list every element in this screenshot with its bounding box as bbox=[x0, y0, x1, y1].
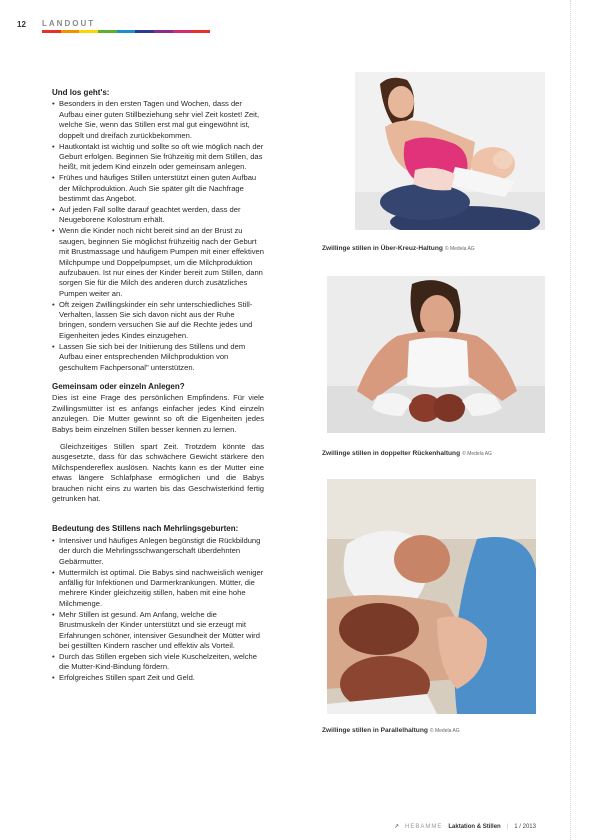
list-item: • Wenn die Kinder noch nicht bereit sind an der Brust zu saugen, beginnen Sie möglichst frühzeitig nach der Geburt mit Brustmassage und häufigem Pumpen mit einer effektiven Milchpumpe und Doppelpumpset, um die Milchproduktion aufzubauen. Ist nur eines der Kinder bereit zum Stillen, dann sorgen Sie für die Milch des anderen durch zusätzliches Pumpen weiter an. bbox=[52, 226, 264, 299]
photo-credit: © Medela AG bbox=[462, 451, 492, 457]
list-item: • Erfolgreiches Stillen spart Zeit und Geld. bbox=[52, 673, 264, 683]
footer-issue: 1 / 2013 bbox=[514, 823, 536, 830]
page-edge-rule bbox=[570, 0, 572, 840]
caption-text: Zwillinge stillen in doppelter Rückenhaltung bbox=[322, 450, 461, 457]
figure-caption-1 bbox=[322, 245, 475, 252]
footer-separator: | bbox=[506, 823, 509, 830]
caption-text: Zwillinge stillen in Parallelhaltung bbox=[322, 727, 428, 734]
section-heading-gemeinsam: Gemeinsam oder einzeln Anlegen? bbox=[52, 381, 185, 391]
list-item: • Intensiver und häufiges Anlegen begünstigt die Rückbildung der durch die Mehrlingsschwangerschaft überdehnten Gebärmutter. bbox=[52, 536, 264, 567]
color-bar-segment bbox=[173, 30, 192, 33]
list-item: • Mehr Stillen ist gesund. Am Anfang, welche die Brustmuskeln der Kinder unterstützt und sie erzeugt mit Erfahrungen schöner, intensiver Gesundheit der Mütter wird bei gestillten Kindern rascher und effektiv als Vorteil. bbox=[52, 610, 264, 652]
list-item: • Lassen Sie sich bei der Initiierung des Stillens und dem Aufbau einer entsprechenden Milchproduktion von geschultem Fachpersonal" unterstützen. bbox=[52, 342, 264, 373]
figure-caption-2 bbox=[322, 450, 492, 457]
list-item: • Besonders in den ersten Tagen und Wochen, dass der Aufbau einer guten Stillbeziehung sehr viel Zeit kostet! Zeit, welche Sie, wenn das Stillen erst mal gut eingewöhnt ist, doppelt und dreifach zurückbekommen. bbox=[52, 99, 264, 141]
list-item: • Hautkontakt ist wichtig und sollte so oft wie möglich nach der Geburt erfolgen. Beginnen Sie frühzeitig mit dem Stillen, das heißt, mit jedem Kind einzeln oder gemeinsam anlegen. bbox=[52, 142, 264, 173]
photo-parallel-hold-illustration bbox=[327, 479, 536, 714]
list-item: • Muttermilch ist optimal. Die Babys sind nachweislich weniger anfällig für Infektionen und Darmerkrankungen. Mütter, die mehrere Kinder gleichzeitig stillen, haben mit eine hohe Milchmenge. bbox=[52, 568, 264, 610]
caption-text: Zwillinge stillen in Über-Kreuz-Haltung bbox=[322, 245, 443, 252]
benefits-bullet-list bbox=[52, 536, 264, 684]
color-bar-segment bbox=[191, 30, 210, 33]
footer-title: Laktation & Stillen bbox=[448, 823, 501, 830]
color-bar-segment bbox=[79, 30, 98, 33]
page-footer bbox=[394, 823, 536, 830]
color-bar bbox=[42, 30, 210, 33]
list-item: • Auf jeden Fall sollte darauf geachtet werden, dass der Neugeborene Kolostrum erhält. bbox=[52, 205, 264, 226]
footer-arrow-icon: ↗ bbox=[394, 824, 400, 830]
color-bar-segment bbox=[98, 30, 117, 33]
color-bar-segment bbox=[135, 30, 154, 33]
list-item: • Frühes und häufiges Stillen unterstützt einen guten Aufbau der Milchproduktion. Auch Sie später gilt die Nachfrage bestimmt das Angebot. bbox=[52, 173, 264, 204]
photo-double-football-illustration bbox=[327, 276, 545, 433]
photo-cross-cradle-illustration bbox=[355, 72, 545, 230]
page-number: 12 bbox=[17, 20, 26, 29]
color-bar-segment bbox=[61, 30, 80, 33]
photo-cross-cradle bbox=[355, 72, 545, 230]
section-heading-bedeutung: Bedeutung des Stillens nach Mehrlingsgeburten: bbox=[52, 524, 239, 534]
figure-caption-3 bbox=[322, 727, 460, 734]
color-bar-segment bbox=[154, 30, 173, 33]
paragraph: Dies ist eine Frage des persönlichen Empfindens. Für viele Zwillingsmütter ist es anfangs einfacher jedes Kind einzeln anzulegen. Die Mutter gewinnt so oft die Eigenheiten jedes Babys beim einzelnen Stillen besser kennen zu lernen. bbox=[52, 393, 264, 434]
list-item: • Durch das Stillen ergeben sich viele Kuschelzeiten, welche die Mutter-Kind-Bindung fördern. bbox=[52, 652, 264, 673]
article-text-column bbox=[52, 88, 264, 693]
color-bar-segment bbox=[117, 30, 136, 33]
color-bar-segment bbox=[42, 30, 61, 33]
section-heading-und-los: Und los geht's: bbox=[52, 88, 110, 97]
list-item: • Oft zeigen Zwillingskinder ein sehr unterschiedliches Still-Verhalten, lassen Sie sich davon nicht aus der Ruhe bringen, sondern versuchen Sie auf die Rechte jedes und Eigenheiten jedes Kindes einzugehen. bbox=[52, 300, 264, 342]
photo-credit: © Medela AG bbox=[444, 246, 475, 252]
photo-parallel-hold bbox=[327, 479, 536, 714]
section-label: LANDOUT bbox=[42, 19, 96, 28]
intro-bullet-list bbox=[52, 99, 264, 373]
photo-credit: © Medela AG bbox=[429, 728, 460, 734]
footer-magazine: HEBAMME bbox=[405, 823, 443, 830]
photo-double-football bbox=[327, 276, 545, 433]
paragraph: Gleichzeitiges Stillen spart Zeit. Trotzdem könnte das ausgesetzte, dass für das schwächere Gewicht stärkere den Milchspendereflex auslösen. Nachts kann es der Mutter eine etwas längere Schlafphase ermöglichen und die Babys brauchen nicht eins zu warten bis das Geschwisterkind fertig getrunken hat. bbox=[52, 442, 264, 504]
